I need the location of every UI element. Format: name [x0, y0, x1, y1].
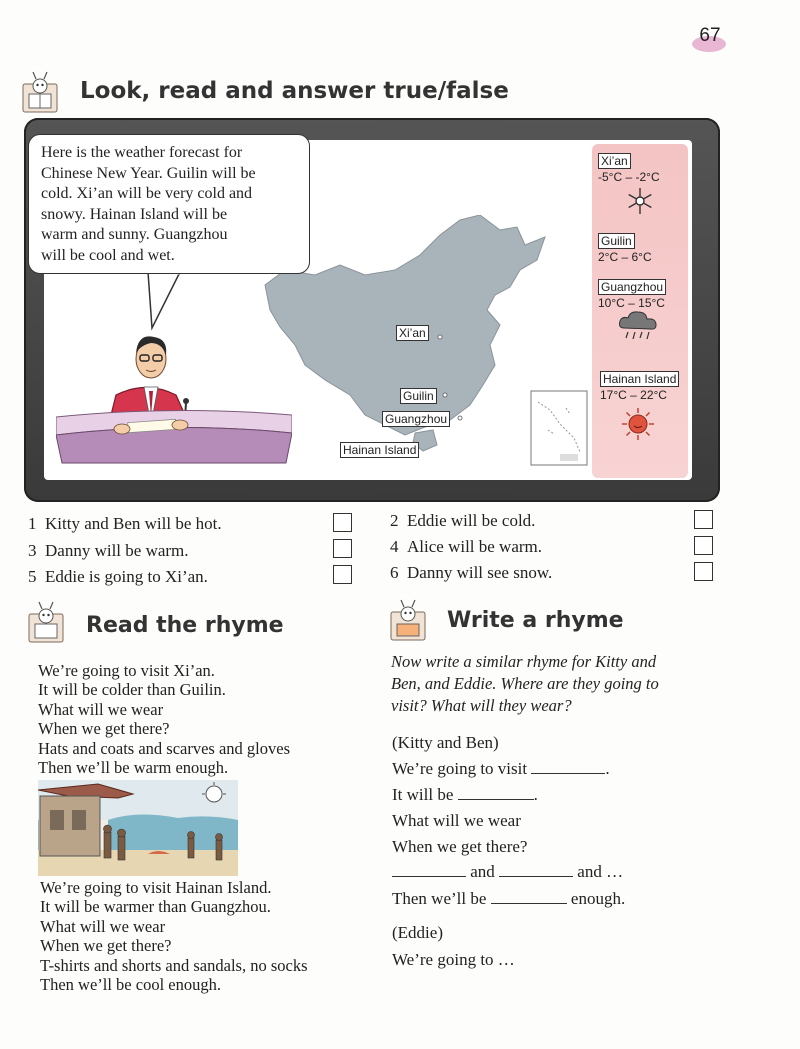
- forecast-city: Guangzhou: [598, 279, 666, 295]
- rhyme-line: Then we’ll be warm enough.: [38, 758, 229, 778]
- rhyme-line: We’re going to visit Hainan Island.: [40, 878, 272, 897]
- question-number: 6: [390, 563, 399, 582]
- blank-field[interactable]: [499, 862, 573, 877]
- page-number: 67: [690, 22, 730, 52]
- speech-bubble: [28, 134, 310, 274]
- question-number: 4: [390, 537, 399, 556]
- blank-field[interactable]: [392, 862, 466, 877]
- instruction-line: visit? What will they wear?: [391, 696, 572, 715]
- answer-box-5[interactable]: [333, 565, 352, 584]
- bubble-line: Here is the weather forecast for: [41, 144, 243, 161]
- eddie-line: We’re going to …: [392, 950, 515, 969]
- write-line-5: [392, 862, 623, 882]
- bubble-line: snowy. Hainan Island will be: [41, 205, 228, 223]
- instruction-line: Now write a similar rhyme for Kitty and: [391, 652, 657, 671]
- question-5: [28, 566, 208, 588]
- rhyme-verse-2: [40, 878, 308, 994]
- forecast-temp: 10°C – 15°C: [598, 296, 665, 310]
- and-dots: and …: [577, 862, 624, 881]
- blank-field[interactable]: [458, 785, 534, 800]
- question-text: Eddie is going to Xi’an.: [45, 567, 208, 586]
- rhyme-line: It will be colder than Guilin.: [38, 680, 226, 700]
- inset-map: [530, 390, 588, 466]
- rhyme-line: It will be warmer than Guangzhou.: [40, 897, 271, 917]
- question-number: 2: [390, 511, 399, 530]
- blank-field[interactable]: [531, 759, 605, 774]
- question-6: [390, 562, 552, 584]
- question-text: Alice will be warm.: [407, 537, 543, 556]
- answer-box-3[interactable]: [333, 539, 352, 558]
- forecast-city: Xi’an: [598, 153, 631, 169]
- question-4: [390, 536, 542, 558]
- line-text: It will be: [392, 785, 454, 804]
- forecast-xian: [598, 152, 660, 184]
- rhyme-line: Then we’ll be cool enough.: [40, 975, 221, 995]
- answer-box-2[interactable]: [694, 510, 713, 529]
- question-number: 5: [28, 567, 37, 586]
- forecast-hainan: [600, 370, 679, 402]
- section-title-true-false: Look, read and answer true/false: [80, 78, 509, 104]
- blank-field[interactable]: [491, 889, 567, 904]
- speech-bubble-tail: [140, 272, 190, 332]
- question-text: Eddie will be cold.: [407, 511, 536, 530]
- bubble-line: warm and sunny. Guangzhou: [41, 226, 228, 243]
- beach-illustration: [38, 780, 238, 876]
- snowflake-icon: [625, 186, 655, 216]
- rhyme-line: Hats and coats and scarves and gloves: [38, 738, 291, 758]
- write-line-6: [392, 889, 625, 909]
- bubble-line: Chinese New Year. Guilin will be: [41, 164, 256, 182]
- question-2: [390, 510, 535, 532]
- question-number: 3: [28, 541, 37, 560]
- write-line-4: When we get there?: [392, 837, 528, 856]
- question-text: Danny will be warm.: [45, 541, 189, 560]
- rhyme-line: What will we wear: [40, 916, 166, 936]
- eddie-label: (Eddie): [392, 923, 443, 942]
- rhyme-line: We’re going to visit Xi’an.: [38, 661, 215, 680]
- answer-box-4[interactable]: [694, 536, 713, 555]
- mascot-reading-icon: [20, 70, 60, 114]
- forecast-city: Hainan Island: [600, 371, 679, 387]
- write-instructions: [391, 651, 659, 717]
- forecast-city: Guilin: [598, 233, 635, 249]
- full-stop: .: [605, 759, 610, 778]
- rhyme-line: When we get there?: [38, 719, 170, 739]
- map-label-guangzhou: Guangzhou: [382, 411, 450, 427]
- map-label-guilin: Guilin: [400, 388, 437, 404]
- weather-presenter-illustration: [56, 325, 292, 465]
- forecast-temp: 2°C – 6°C: [598, 250, 652, 264]
- line-text: enough.: [570, 889, 626, 908]
- full-stop: .: [533, 785, 538, 804]
- question-1: [28, 513, 222, 535]
- forecast-temp: 17°C – 22°C: [600, 388, 667, 402]
- map-label-xian: Xi’an: [396, 325, 429, 341]
- question-3: [28, 540, 189, 562]
- line-text: Then we’ll be: [392, 889, 487, 908]
- section-title-read-rhyme: Read the rhyme: [86, 613, 284, 638]
- sun-icon: [620, 406, 656, 442]
- rhyme-verse-1: [38, 661, 290, 777]
- mascot-reading-icon: [26, 600, 66, 644]
- forecast-guilin: [598, 232, 652, 264]
- question-number: 1: [28, 514, 37, 533]
- mascot-writing-icon: [388, 598, 428, 642]
- and-word: and: [470, 862, 495, 881]
- forecast-temp: -5°C – -2°C: [598, 170, 660, 184]
- rhyme-line: When we get there?: [40, 936, 172, 956]
- map-label-hainan: Hainan Island: [340, 442, 419, 458]
- write-line-2: [392, 785, 538, 805]
- write-line-3: What will we wear: [392, 811, 521, 830]
- write-line-1: [392, 759, 610, 779]
- question-text: Danny will see snow.: [407, 563, 553, 582]
- rain-cloud-icon: [616, 308, 660, 342]
- bubble-line: will be cool and wet.: [41, 246, 175, 264]
- kitty-ben-label: (Kitty and Ben): [392, 733, 499, 752]
- answer-box-6[interactable]: [694, 562, 713, 581]
- instruction-line: Ben, and Eddie. Where are they going to: [391, 674, 659, 693]
- bubble-line: cold. Xi’an will be very cold and: [41, 185, 253, 202]
- forecast-guangzhou: [598, 278, 666, 310]
- line-text: We’re going to visit: [392, 759, 528, 778]
- question-text: Kitty and Ben will be hot.: [45, 514, 222, 533]
- answer-box-1[interactable]: [333, 513, 352, 532]
- section-title-write-rhyme: Write a rhyme: [447, 608, 624, 633]
- rhyme-line: What will we wear: [38, 699, 164, 719]
- rhyme-line: T-shirts and shorts and sandals, no socks: [40, 955, 308, 975]
